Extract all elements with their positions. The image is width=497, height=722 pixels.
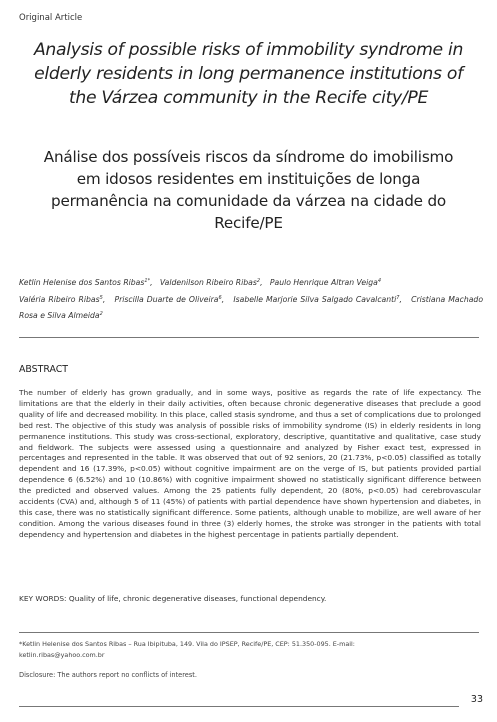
abstract-heading: ABSTRACT: [19, 364, 69, 375]
correspondence-email[interactable]: ketlin.ribas@yahoo.com.br: [19, 651, 105, 659]
author-name: Valéria Ribeiro Ribas: [19, 294, 100, 304]
author-name: Paulo Henrique Altran Veiga: [269, 278, 378, 287]
author-affiliation: 2: [99, 311, 103, 317]
correspondence-address: – Rua Ibipituba, 149. Vila do IPSEP, Recife/PE, CEP: 51.350-095. E-mail:: [126, 640, 355, 648]
title-english-line: elderly residents in long permanence institutions of: [34, 64, 463, 84]
author-affiliation: 5: [99, 294, 103, 301]
author-affiliation: 2: [256, 278, 261, 284]
page-number: 33: [470, 694, 483, 705]
author-affiliation: 6: [218, 294, 222, 301]
author-name: Valdenilson Ribeiro Ribas: [159, 278, 257, 287]
footer-divider: [19, 706, 459, 707]
author-affiliation: 7: [396, 294, 400, 301]
author-name: Priscilla Duarte de Oliveira: [114, 294, 219, 304]
author-name: Cristiana Machado Rosa e Silva Almeida: [19, 294, 484, 320]
divider: [19, 632, 479, 633]
title-english-line: the Várzea community in the Recife city/PE: [68, 88, 429, 108]
title-portuguese: [22, 146, 475, 234]
abstract-body: The number of elderly has grown gradually, and in some ways, positive as regards the rate of life expectancy. The limitations are that the elderly in their daily activities, often because chronic degenerative diseases that preclude a good quality of life and decreased mobility. In this place, called stasis syndrome, and thus a set of complications due to prolonged bed rest. The objective of this study was analysis of possible risks of immobility syndrome (IS) in elderly residents in long permanence institutions. This study was cross-sectional, exploratory, descriptive, quantitative and qualitative, case study and fieldwork. The subjects were assessed using a questionnaire and analyzed by Fisher exact test, expressed in percentages and represented in the table. It was observed that out of 92 seniors, 20 (21.73%, p<0.05) classified as totally dependent and 16 (17.39%, p<0.05) without cognitive impairment are on the verge of IS, but patients provided partial dependence 6 (6.52%) and 10 (10.86%) with cognitive impairment showed no statistically significant difference between the predicted and observed values. Among the 25 patients fully dependent, 20 (80%, p<0.05) had cerebrovascular accidents (CVA) and, although 5 of 11 (45%) of patients with partial dependence have shown hypertension and diabetes, in this case, there was no statistically significant difference. Some patients, although unable to mobilize, are well aware of her condition. Among the various diseases found in three (3) elderly homes, the stroke was stronger in the patients with total dependency and hypertension and diabetes in the highest percentage in patients partially dependent.: [19, 388, 481, 539]
divider: [19, 337, 479, 338]
section-label: Original Article: [19, 13, 83, 23]
author-list: Ketlin Helenise dos Santos Ribas$^{1*}$, Valdenilson Ribeiro Ribas$^2$, Paulo Henrique Altran Veiga$^4$ Valéria Ribeiro Ribas$^5$, Priscilla Duarte de Oliveira$^6$, Isabelle Marjorie Silva Salgado Cavalcanti$^7$, Cristiana Machado Rosa e Silva Almeida$^2$: [19, 278, 484, 320]
disclosure: Disclosure: The authors report no conflicts of interest.: [19, 671, 197, 679]
correspondence-footnote: [19, 639, 481, 661]
title-portuguese-line: em idosos residentes em instituições de longa: [76, 170, 421, 188]
title-english-line: Analysis of possible risks of immobility syndrome in: [33, 40, 464, 60]
keywords: [19, 594, 481, 605]
author-affiliation: 1*: [144, 278, 151, 284]
author-affiliation: 4: [377, 278, 381, 284]
author-name: Ketlin Helenise dos Santos Ribas: [19, 278, 145, 287]
correspondence-author: *Ketlin Helenise dos Santos Ribas: [19, 640, 127, 648]
keywords-label: KEY WORDS:: [19, 594, 67, 603]
title-english: [22, 38, 475, 110]
author-name: Isabelle Marjorie Silva Salgado Cavalcanti: [233, 294, 397, 304]
title-portuguese-line: permanência na comunidade da várzea na cidade do: [51, 192, 446, 210]
keywords-text: Quality of life, chronic degenerative diseases, functional dependency.: [68, 594, 327, 603]
title-portuguese-line: Análise dos possíveis riscos da síndrome do imobilismo: [43, 148, 454, 166]
title-portuguese-line: Recife/PE: [214, 214, 283, 232]
